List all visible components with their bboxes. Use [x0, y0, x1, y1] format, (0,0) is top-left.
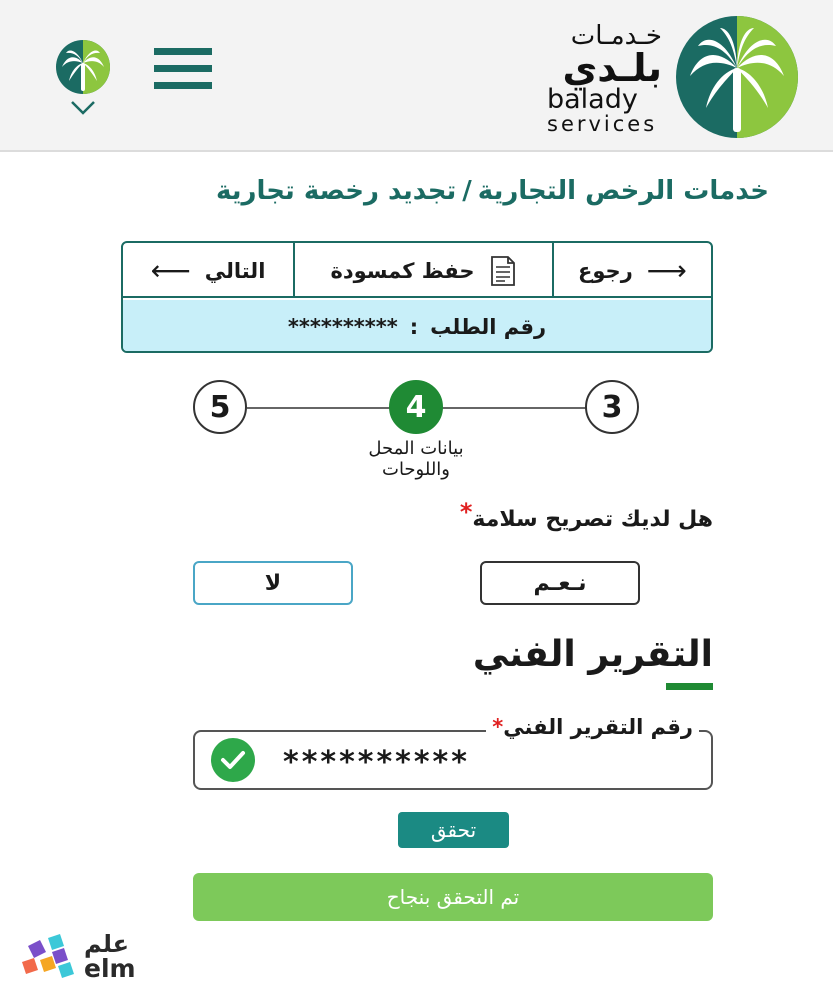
save-draft-button[interactable]	[295, 243, 554, 298]
brand-en-sub: services	[547, 112, 658, 136]
next-button[interactable]	[123, 243, 295, 298]
field-label	[486, 715, 699, 739]
brand-ar-main: بلـدي	[562, 46, 662, 90]
step-4-active: 4	[389, 380, 443, 434]
elm-arabic-text: علم	[84, 930, 130, 958]
breadcrumb-current: تجديد رخصة تجارية	[216, 176, 457, 206]
verify-button[interactable]: تحقق	[398, 812, 509, 848]
brand-en-main: balady	[547, 84, 638, 115]
wizard-nav-row	[123, 243, 711, 298]
active-step-label-line1: بيانات المحل	[368, 438, 464, 459]
question-text: هل لديك تصريح سلامة	[472, 507, 713, 532]
no-button[interactable]: لا	[193, 561, 353, 605]
document-icon	[489, 254, 517, 288]
wizard-nav-box	[121, 241, 713, 353]
breadcrumb-parent[interactable]: خدمات الرخص التجارية	[477, 176, 769, 206]
profile-logo-icon[interactable]	[56, 40, 110, 94]
safety-permit-question	[459, 498, 713, 532]
brand-ar-top: خـدمـات	[570, 21, 662, 51]
request-number-label: رقم الطلب	[430, 314, 547, 339]
section-title: التقرير الفني	[472, 634, 713, 675]
back-label: رجوع	[578, 258, 633, 283]
request-number-colon: :	[409, 314, 419, 339]
arrow-left-icon: ⟵	[150, 253, 191, 287]
progress-stepper	[0, 380, 833, 490]
chevron-down-icon[interactable]	[70, 100, 96, 116]
app-header	[0, 0, 833, 152]
elm-logo	[18, 932, 140, 984]
verification-success-message: تم التحقق بنجاح	[193, 873, 713, 921]
save-draft-label: حفظ كمسودة	[330, 258, 475, 283]
elm-mark-icon	[18, 932, 76, 982]
breadcrumb-separator: /	[462, 176, 472, 206]
palm-tree-logo-icon	[676, 16, 798, 138]
active-step-label-line2: واللوحات	[382, 459, 450, 480]
arrow-right-icon: ⟶	[646, 253, 687, 287]
next-label: التالي	[204, 258, 266, 283]
step-5: 5	[193, 380, 247, 434]
request-number-row	[123, 300, 711, 353]
elm-english-text: elm	[84, 954, 136, 983]
yes-button[interactable]: نـعـم	[480, 561, 640, 605]
step-connector	[247, 407, 392, 409]
request-number-value: **********	[287, 314, 398, 339]
field-value: **********	[283, 745, 470, 780]
active-step-label	[346, 438, 486, 480]
field-required-asterisk: *	[492, 715, 504, 739]
field-label-text: رقم التقرير الفني	[503, 715, 693, 739]
check-circle-icon	[211, 738, 255, 782]
back-button[interactable]	[554, 243, 711, 298]
breadcrumb	[216, 176, 769, 206]
step-connector	[442, 407, 587, 409]
required-asterisk: *	[459, 498, 473, 526]
step-3: 3	[585, 380, 639, 434]
hamburger-menu-icon[interactable]	[154, 48, 212, 94]
section-underline	[666, 683, 713, 690]
brand-wordmark	[540, 22, 662, 135]
technical-report-number-field[interactable]	[193, 715, 713, 790]
